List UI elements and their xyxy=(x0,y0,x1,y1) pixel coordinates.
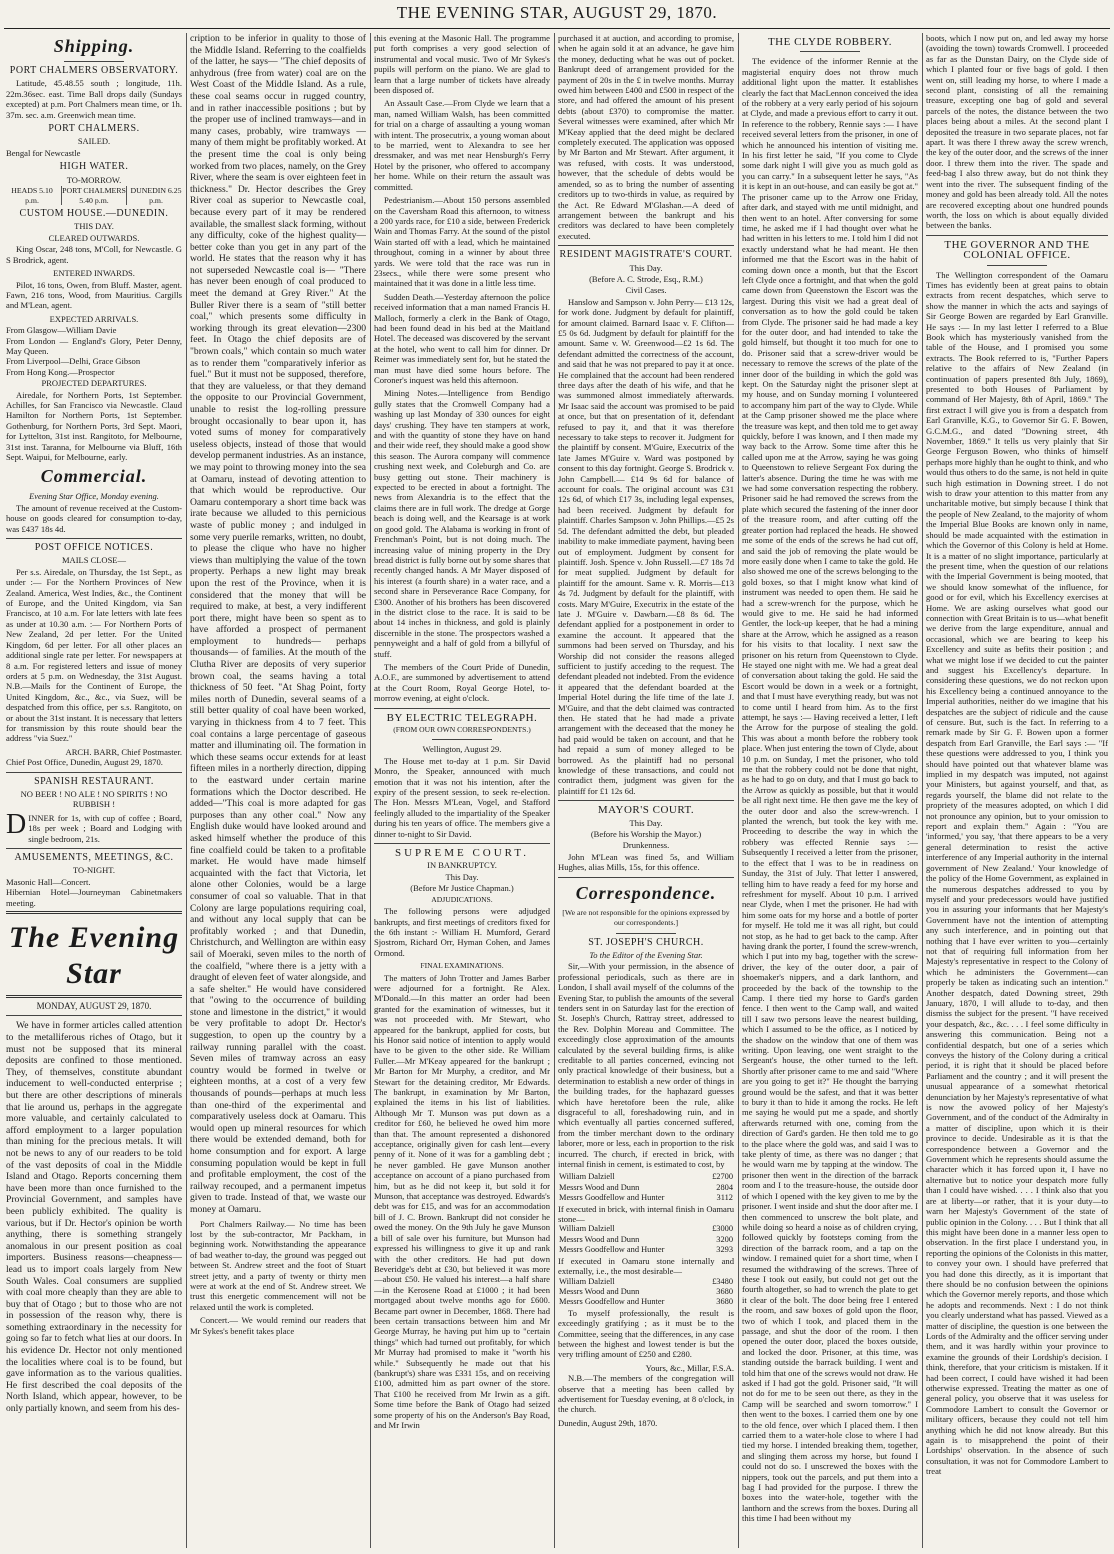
column-rule xyxy=(186,33,187,1548)
supreme-court-heading: SUPREME COURT. xyxy=(394,847,530,860)
church-nb: N.B.—The members of the congregation will observe that a meeting has been called by advertisement for Tuesday evening, at 8 o'clock, in the church. xyxy=(558,1373,734,1415)
divider xyxy=(374,843,550,844)
post-text: Per s.s. Airedale, on Thursday, the 1st Sept., as under :— For the Northern Provinces of New Zealand. America, West Indies, &c., the Continent of Europe, and the United Kingdom, via San Francisco, at 10 a.m. For late letters with late fees as under at 10.30 a.m. :— For Northern Ports of New Zealand, 2d per letter. For the United Kingdom, 6d per letter. For all other places an additional single rate per letter. For newspapers at 8 a.m. For registered letters and issue of money orders at 5 p.m. on Wednesday, the 31st August. N.B.—Mails for the Continent of Europe, the United Kingdom, &c., &c., via Suez, will be despatched from this office, per s.s. Rangitoto, on or about the 31st instant. It is necessary that letters for transmission by this route should bear the address "via Suez." xyxy=(6,566,182,744)
supreme-day: This Day. xyxy=(445,871,479,882)
clyde-robbery-heading: THE CLYDE ROBBERY. xyxy=(767,36,893,48)
mining-notes-text: Mining Notes.—Intelligence from Bendigo gully states that the Cromwell Company had a washing up last Monday of 330 ounces for eight days' crushing. They have ten stampers at work, and with the quantity of stone they have on hand and their wide reef, they should make a good show this season. The Aurora company will commence crushing next week, and Coleburgh and Co. are busy getting out stone. Their machinery is expected to be erected in about a fortnight. The news from Alexandria is to the effect that the claims there are in full work. The dredge at Gorge beach is doing well, and the Kearsage is at work on good gold. The Alabama is working in front of Frenchman's Point, but is not doing much. The increasing value of mining property in the Dry bread district is fully borne out by some shares that recently changed hands. A Mr Mayer disposed of his interest (a fourth share) in a water race, and a second share in Perseverance Race Company, for £300. Another of his brothers has been discovered in the district close to the race. It is said to be about 14 inches in thickness, and gold is plainly discernible in the stone. The prospectors washed a pennyweight and a half of gold from a billyful of stuff. xyxy=(374,388,550,659)
civil-label: Civil Cases. xyxy=(625,285,667,296)
hw-port: PORT CHALMERS 5.40 p.m. xyxy=(62,186,126,205)
high-water-heading: HIGH WATER. xyxy=(59,161,129,173)
hw-dunedin: DUNEDIN 6.25 p.m. xyxy=(130,186,182,205)
supreme-judge: (Before Mr Justice Chapman.) xyxy=(410,883,514,894)
departures-label: PROJECTED DEPARTURES. xyxy=(41,378,147,389)
mails-label: MAILS CLOSE— xyxy=(62,555,126,566)
tender-value: 2804 xyxy=(716,1182,733,1192)
mayors-court-heading: MAYOR'S COURT. xyxy=(597,804,695,817)
civil-text: Hanslow and Sampson v. John Perry— £13 12s, for work done. Judgment by default for plaintiff, for amount claimed. Barnard Isaac v. F. Clifton—£5 0s 6d. Judgment by default for plaintiff for the amount. Same v. W. Greenwood—£2 1s 6d. The defendant admitted the correctness of the account, and said that he was not prepared to pay it at once. He complained that the account had been rendered three days after the death of his wife, and that he was summoned almost immediately afterwards. Mr Isaac said the account was promised to be paid at once, but that on presentation of it, defendant refused to pay it, and that it was therefore necessary to take steps to recover it. Judgment for the plaintiff by consent. M'Guire, Executrix of the late James M'Guire v. Ward was postponed by consent to this day fortnight. George S. Brodrick v. John Campbell.— £14 9s 6d for balance of account for coals. The original account was £31 12s 6d, of which £17 3s, including legal expenses, had been received. Judgment by default for plaintiff. Charles Sampson v. John Phillips.—£5 2s 5d. The defendant admitted the debt, but pleaded inability to make immediate payment, having been out of employment. Judgment by consent for plaintiff. Josh. Spence v. John Russell.—£7 18s 7d for meat supplied. Judgment by default for plaintiff for the amount. Same v. R. Morris—£13 4s 7d. Judgment by default for the plaintiff, with costs. Mary M'Guire, Executrix in the estate of the late J. M'Guire v. Dawbarn.—£8 8s 6d. The defendant applied for a postponement in order to examine the account. It appeared that the summons had been served on Thursday, and his Worship did not consider the reasons alleged sufficient to justify acceding to the request. The defendant pleaded not indebted. From the evidence it appeared that the defendant boarded at the Imperial Hotel during the life time of the late J. M'Guire, and that the debt claimed was contracted then. He stated that he had made a private arrangement with the deceased that the money he had paid would be taken on account, and that he had repaid a sum of money alleged to be borrowed. As the plaintiff had no personal knowledge of these transactions, and could not contradict them, judgment was given for the plaintiff for £1 12s 6d. xyxy=(558,296,734,796)
editorial-text: We have in former articles called attention to the metalliferous riches of Otago, but it must not be supposed that its mineral deposits are confined to those mentioned. They, of themselves, constitute abundant inducement to well-conducted enterprise ; but there are other descriptions of minerals that lie around us, perhaps in the aggregate more valuable, and certainly calculated to afford employment to a larger population than mining for the precious metals. It will not be news to any of our readers to be told of the vast deposits of coal in the Middle Island and Otago. Reports concerning them have been more than once furnished to the Provincial Government, and samples have been publicly exhibited. The quality is various, but if Dr. Hector's opinion be worth anything, there is something strangely anomalous in our present position as coal importers. Business reasons—cheapness—lead us to import coals largely from New South Wales. Coal consumers are supplied with coal more cheaply than they are able to buy that of Otago ; but to those who are not in possession of the reason why, there is something extraordinary in the necessity for going so far to fetch what lies at our doors. In his evidence Dr. Hector not only mentioned the localities where coal is to be found, but gave information as to the various qualities. He first described the coal deposits of the North Island, which appear, however, to be only partially known, and seem from his des- xyxy=(6,1020,182,1415)
amusements-line: Hibernian Hotel—Journeyman Cabinetmakers meeting. xyxy=(6,887,182,908)
resident-court-heading: RESIDENT MAGISTRATE'S COURT. xyxy=(559,249,733,261)
sailed-text: Bengal for Newcastle xyxy=(6,147,81,158)
table-row xyxy=(558,1245,734,1255)
entered-label: ENTERED INWARDS. xyxy=(53,268,135,279)
bankruptcy-continued: purchased it at auction, and according to promise, when he again sold it at an advance, he gave him the money, deducting what he was out of pocket. Bankrupt deed of arrangement provided for the payment of 20s in the £ in twelve months. Murray owed him between £400 and £500 in respect of the store, and had offered the amount of his present debts (about £370) to compromise the matter. Several witnesses were examined, after which Mr M'Keay applied that the deed might be declared completely executed. The application was opposed by Mr Barton and Mr Stewart. After argument, it was refused, with costs. It was understood, however, that the schedule of debts would be amended, so as to bring the number of assenting creditors up to two-thirds in value, as required by the Act. Re Edward M'Glashan.—A deed of arrangement between the bankrupt and his creditors was declared to have been completely executed. xyxy=(558,33,734,241)
cleared-text: King Oscar, 248 tons, M'Coll, for Newcastle. G S Brodrick, agent. xyxy=(6,244,182,265)
drunk-text: John M'Lean was fined 5s, and William Hughes, alias Mills, 15s, for this offence. xyxy=(558,851,734,873)
expected-line: From Glasgow—William Davie xyxy=(6,325,117,336)
tender-name: Messrs Wood and Dunn xyxy=(559,1286,640,1296)
expected-line: From London — England's Glory, Peter Denny, May Queen. xyxy=(6,335,182,356)
amusements-sub: TO-NIGHT. xyxy=(73,865,115,876)
high-water-table xyxy=(6,186,182,205)
correspondence-disclaimer: [We are not responsible for the opinions expressed by our correspondents.] xyxy=(562,907,730,928)
amusements-line: Masonic Hall—Concert. xyxy=(6,876,91,887)
tender-table-1 xyxy=(558,1172,734,1203)
assault-text: An Assault Case.—From Clyde we learn that a man, named William Walsh, has been committed for trial on a charge of assaulting a young woman with intent. The prosecutrix, a young woman about to be married, went to Alexandra to see her dressmaker, and was met near Hensburgh's Ferry Hotel by the prisoner, who offered to accompany her home. While on their return the assault was committed. xyxy=(374,98,550,192)
table-row xyxy=(558,1277,734,1287)
editorial-continued: cription to be inferior in quality to those of the Middle Island. Referring to the coalfields of the latter, he says— "The chief deposits of anhydrous (free from water) coal are on the West Coast of the Middle Island. As a rule, these coal seams occur in rugged country, and in rather inaccessible positions ; but by the proper use of inclined tramways—and in many cases, probably, wire tramways —many of them might be profitably worked. At the present time the coal is only being worked from two places, namely, on the Grey River, where the seam is over eighteen feet in thickness." Dr. Hector describes the Grey River coal as superior to Newcastle coal, because every part of it may be rendered available, the smallest slack forming, without any difficulty, coke of the highest quality— better coke than you get in any part of the world. He states that the reason why it has not superseded Newcastle coal is— "There has never been enough of coal produced to meet the demand at Grey River." At the Buller River there is a seam of "still better coal," which presents some difficulty in working through its great elevation—2300 feet. In Otago the chief deposits are of "brown coals," which contain so much water as to render them "comparatively inferior as fuel." But it must not be supposed, therefore, that they are valueless, or that they demand the opposite to our Provincial Government, unable to resist the log-rolling pressure brought occasionally to bear upon it, has voted sums of money for comparatively useless objects, instead of those that would develop permanent industries. As an instance, we may point to throwing money into the sea at Oamaru, instead of devoting attention to that which would be reproductive. Our Oamaru contemporary a short time back was irate because we alluded to this pernicious waste of public money ; and indulged in some very puerile remarks, written, no doubt, to please the clique who have no higher views than multiplying the value of the town property. Perhaps a new light may break upon the rest of the Province, when it is considered that the money that will be required to make, at best, a very indifferent port there, might have been so spent as to have afforded a prospect of permanent employment to hundreds— perhaps thousands— of families. At the mouth of the Clutha River are deposits of very superior brown coal, the seams having a total thickness of 50 feet. "At Shag Point, forty miles north of Dunedin, several seams of a still better quality of coal have been worked, varying in thickness from 4 to 7 feet. This coal contains a large percentage of gaseous matter and illuminating oil. The formation in which these seams occur extends for at least fifteen miles in a northerly direction, dipping to the eastward under certain marine formations which the Doctor described. He added—"This coal is more adapted for gas purposes than any other coal." Now any English duke would have looked around and asked himself whether the produce of this fine coalfield could be taken to a profitable market. He would have made himself acquainted with the fact that Victoria, let alone other Colonies, would be a large consumer of coal so valuable. That in that Colony are large populations requiring coal, and without any local supply that can be profitably worked ; and that Dunedin, Christchurch, and Wellington are within easy sail of Moeraki, seven miles to the north of the coalfield, "where there is a jetty with a draught of eleven feet of water alongside, and a safe shelter." He would have considered that "owing to the occurrence of building stone and limestone in the district," it would be very profitable to adopt Dr. Hector's suggestion, to open up the country by a railway running parallel with the coast. Seven miles of tramway across an easy country would be formed in twelve or eighteen months, at a cost of a very few thousands of pounds—perhaps at much less than one-third of the experimental and comparatively useless dock at Oamaru. This would open up mineral resources for which there would be extended demand, both for home consumption and for export. A large consuming population would be kept in full and profitable employment, the cost of the railway recouped, and a permanent impetus given to trade. Instead of that, we waste our money at Oamaru. xyxy=(190,33,366,1215)
tender-name: William Dalziell xyxy=(559,1224,615,1234)
table-row xyxy=(558,1183,734,1193)
customs-heading: CUSTOM HOUSE.—DUNEDIN. xyxy=(19,208,169,220)
customs-day: THIS DAY. xyxy=(74,221,114,232)
mayor-day: This Day. xyxy=(629,817,663,828)
church-heading: ST. JOSEPH'S CHURCH. xyxy=(588,936,704,948)
hw-heads: HEADS 5.10 p.m. xyxy=(11,186,53,205)
governor-heading: THE GOVERNOR AND THE COLONIAL OFFICE. xyxy=(944,238,1090,262)
column-5 xyxy=(742,33,918,1548)
tender-name: Messrs Goodfellow and Hunter xyxy=(559,1245,665,1255)
divider xyxy=(6,1015,182,1016)
spanish-line: NO BEER ! NO ALE ! NO SPIRITS ! NO RUBBISH ! xyxy=(20,788,168,810)
divider xyxy=(616,933,676,934)
drunk-label: Drunkenness. xyxy=(622,840,670,851)
column-6 xyxy=(926,33,1108,1548)
entered-text: Pilot, 16 tons, Owen, from Bluff. Master, agent. Fawn, 216 tons, Wood, from Mauritius. Cargills and M'Lean, agent. xyxy=(6,279,182,311)
church-end: To myself professionally, the result is exceedingly gratifying ; as it must be to the Committee, seeing that the differences, in any case between the highest and lowest tender is but the very trifling amount of £250 and £280. xyxy=(558,1307,734,1360)
evening-star-title: The Evening Star xyxy=(8,921,180,991)
divider xyxy=(558,800,734,801)
tender-name: Messrs Wood and Dunn xyxy=(559,1182,640,1192)
commercial-text: The amount of revenue received at the Custom-house on goods cleared for consumption to-day, was £437 18s 4d. xyxy=(6,502,182,534)
observatory-text: Latitude, 45.48.55 south ; longitude, 11h. 22m.36sec. east. Time Ball drops daily (Sundays excepted) at p.m. Port Chalmers mean time, or 1h. 37m. sec. a.m. Greenwich mean time. xyxy=(6,78,182,120)
masthead: THE EVENING STAR, AUGUST 29, 1870. xyxy=(396,3,718,22)
expected-line: From Hong Kong.—Prospector xyxy=(6,366,115,377)
divider xyxy=(800,51,860,52)
divider xyxy=(926,235,1108,236)
column-1 xyxy=(6,33,182,1548)
sailed-label: SAILED. xyxy=(77,136,111,147)
high-water-sub: TO-MORROW. xyxy=(66,174,122,185)
post-office-heading: POST OFFICE NOTICES. xyxy=(34,542,154,554)
column-rule xyxy=(922,33,923,1548)
telegraph-dateline: Wellington, August 29. xyxy=(422,744,502,755)
divider xyxy=(558,245,734,246)
table-row xyxy=(558,1172,734,1182)
port-heading: PORT CHALMERS. xyxy=(48,123,140,135)
tender-mid: If executed in brick, with internal finish in Oamaru stone— xyxy=(558,1203,734,1225)
tender-name: William Dalziell xyxy=(559,1172,615,1182)
column-rule xyxy=(370,33,371,1548)
tender-value: £3480 xyxy=(712,1276,733,1286)
foresters-text: The members of the Court Pride of Dunedin, A.O.F., are summoned by advertisement to attend at the Court Room, Royal George Hotel, to-morrow evening, at eight o'clock. xyxy=(374,661,550,704)
divider xyxy=(6,772,182,773)
adjudications-label: ADJUDICATIONS. xyxy=(431,894,493,904)
column-rule xyxy=(738,33,739,1548)
divider xyxy=(374,708,550,709)
mayor-before: (Before his Worship the Mayor.) xyxy=(590,829,702,840)
divider xyxy=(987,265,1047,266)
railway-text: Port Chalmers Railway.— No time has been lost by the sub-contractor, Mr Packham, in beginning work. Notwithstanding the appearance of bad weather to-day, the ground was pegged out between St. Andrew street and the foot of Stuart street jetty, and a party of twenty or thirty men were at work at the end of St. Andrew street. We trust this energetic commencement will not be relaxed until the work is completed. xyxy=(190,1218,366,1312)
tender-table-2 xyxy=(558,1224,734,1255)
divider xyxy=(6,911,182,914)
commercial-heading: Commercial. xyxy=(40,466,148,487)
table-row xyxy=(558,1224,734,1234)
church-date: Dunedin, August 29th, 1870. xyxy=(558,1417,658,1428)
column-4 xyxy=(558,33,734,1548)
tender-name: William Dalziell xyxy=(559,1276,615,1286)
final-label: FINAL EXAMINATIONS. xyxy=(420,961,504,971)
church-signature: Yours, &c., Millar, F.S.A. xyxy=(645,1362,734,1373)
expected-line: From Liverpool—Delhi, Grace Gibson xyxy=(6,356,141,367)
tender-value: 3200 xyxy=(716,1234,733,1244)
church-to: To the Editor of the Evening Star. xyxy=(589,949,703,960)
table-row xyxy=(558,1235,734,1245)
column-2 xyxy=(190,33,366,1548)
tender-name: Messrs Wood and Dunn xyxy=(559,1234,640,1244)
telegraph-heading: BY ELECTRIC TELEGRAPH. xyxy=(386,711,538,724)
table-row xyxy=(558,1287,734,1297)
divider xyxy=(64,61,124,62)
post-signature: ARCH. BARR, Chief Postmaster. xyxy=(65,746,182,757)
telegraph-sub: (FROM OUR OWN CORRESPONDENTS.) xyxy=(393,725,531,734)
tender-value: £2700 xyxy=(712,1172,733,1182)
column-rule xyxy=(554,33,555,1548)
dinner-ad xyxy=(6,808,182,844)
divider xyxy=(6,848,182,849)
adjudications-text: The following persons were adjudged bankrupts, and first meetings of creditors fixed for the 6th instant :- William H. Mumford, Gerard Sjostrom, Richard Orr, Hyman Cohen, and James Ormond. xyxy=(374,906,550,958)
shipping-heading: Shipping. xyxy=(53,36,135,56)
supreme-sub: IN BANKRUPTCY. xyxy=(427,860,497,871)
commercial-office: Evening Star Office, Monday evening. xyxy=(29,491,159,502)
tender-mid-2: If executed in Oamaru stone internally and externally, i.e., the most desirable— xyxy=(558,1255,734,1277)
pedestrianism-text: Pedestrianism.—About 150 persons assembled on the Caversham Road this afternoon, to witness a 200 yards race, for £10 a side, between Frederick Wain and Thomas Farry. At the sound of the pistol Wain started off with a lead, which he maintained throughout, coming in a winner by about three yards. We were told that the race was run in 23secs., while there were some present who maintained that it was done in a little less time. xyxy=(374,195,550,289)
sudden-death-text: Sudden Death.—Yesterday afternoon the police received information that a man named Francis H. Malloch, formerly a clerk in the Bank of Otago, had been found dead in his bed at the Maitland Hotel. The deceased was discovered by the servant at the hotel, who went to call him for dinner. Dr Reimer was immediately sent for, but he stated the man must have died some hours before. The Coroner's inquest was held this afternoon. xyxy=(374,291,550,385)
church-text: Sir,—With your permission, in the absence of professional periodicals, such as there are in London, I shall avail myself of the columns of the Evening Star, to publish the amounts of the several tenders sent in on Saturday last for the erection of St. Joseph's Church, Rattray street, addressed to the Rev. Dolphin Moreau and Committee. The exceedingly close approximation of the amounts calculated by the several building firms, is alike creditable to all parties concerned, evincing not only practical knowledge of their business, but a determination to establish a new order of things in the building trades, for the haphazard guesses which have heretofore been the rule, alike disgraceful to all, foreshadowing ruin, and in which eventually all parties concerned suffered, from the timber merchant down to the ordinary laborer, more or less, each in proportion to the risk incurred. The church, if erected in brick, with internal finish in cement, is estimated to cost, by xyxy=(558,961,734,1170)
dinner-text: INNER for 1s, with cup of coffee ; Board, 18s per week ; Board and Lodging with single bedroom, 21s. xyxy=(28,812,182,844)
cleared-label: CLEARED OUTWARDS. xyxy=(48,232,140,243)
clyde-robbery-text: The evidence of the informer Rennie at the magisterial enquiry does not throw much additional light upon the matter. It establishes clearly the fact that MacLennon conceived the idea of the robbery at a very early period of his sojourn at Clyde, and made a previous effort to carry it out. In reference to the robbery, Rennie says :— I have received several letters from the prisoner, in one of which he announced his intention of visiting me. In his first letter he said, "If you come to Clyde some dark night I will give you as much gold as you can carry." In a subsequent letter he says, "As it is kept in an out-house, and can easily be got at." The prisoner came up to the Arrow one Friday, after dark, and stayed with me until midnight, and then went to an hotel. After conversing for some time, he asked me if I had thought over what he had written in his letters to me. I told him I did not exactly understand what he had meant. He then informed me that the Escort was in the habit of coming down once a month, but that the Escort left Clyde once a fortnight, and that when the gold came down from Queenstown the Escort was the largest. During this visit we had a great deal of conversation as to how the gold could be taken from Clyde. The prisoner said he had made a key for the outer door, and had intended to take the gold himself, but thought it too much for one to do. Prisoner said that a screw-driver would be necessary to remove the screws of the plate of the inner door of the building in which the gold was kept. On the Saturday night the prisoner slept at my house, and on Sunday morning I volunteered to accompany him part of the way to Clyde. While at the Camp prisoner showed me the place where the treasure was kept, and then told me to get away quickly, before I was known, and I then made my way back to the Arrow. Some time after this he called upon me at the Arrow, saying he was going to Queenstown to relieve Sergeant Fox during the latter's absence. During the time he was with me we had some conversation respecting the robbery. Prisoner said he had removed the screws from the plate which secured the fastening of the inner door of the treasure room, and after cutting off the greater portion had replaced the heads. He showed me some of the ends of the screws he had cut off, and said the job of removing the plate would be more easily done when I came to take the gold. He also showed me one of the screws belonging to the gold boxes, so that I might know what kind of instrument was needed to open them. He said he had a screw-wrench for the purpose, which he would give to me. He said he had informed Gentler, the lock-up keeper, that he had a mining share at the Arrow, which he assigned as a reason for his visits to that locality. I next saw the prisoner on his return from Queenstown to Clyde. He stayed one night with me. We had a great deal of conversation about taking the gold. He said the Escort would be down in a week or a fortnight, and that I must have everything ready, but was not to come until I heard from him. As to the first attempt, he says :— Having received a letter, I left the Arrow for the purpose of stealing the gold. This was about a month before the robbery took place. When just entering the town of Clyde, about 10 p.m. on Sunday, I met the prisoner, who told me that the robbery could not be done that night, as he had to go on duty, and that I must go back to the Arrow as quickly as possible, but that it would be all right next time. He then gave me the key of the outer door and also the screw-wrench. I planted the wrench, but took the key with me. Proceeding to describe the way in which the robbery was effected Rennie says :— Subsequently I received a letter from the prisoner, to the effect that I was to be in readiness on Sunday, the 31st of July. That letter I answered, telling him to have ready a feed for my horse and refreshment for myself. About 10 p.m. I arrived near Clyde, when I met the prisoner. He had with him some oats for my horse and a bottle of porter for myself. He told me it was all right, but could not stop, as he had to get back to the camp. After having drank the porter, I found the screw-wrench, which I put into my bag, together with the screw-driver, the key of the outer door, a pair of shoemaker's nippers, and a dark lanthorn, and proceeded by the back of the township to the Camp. I there tied my horse to Gard's garden fence. I then went to the Camp wall, and waited till I saw two persons leave the nearest building, which I assumed to be the office, as I noticed by the shadow on the window that one of them was writing. Upon leaving, one went straight to the Sergeant's house, the other turned to the left. Shortly after prisoner came to me and said "Where are you going to get it?" He thought the barrying ground would be the safest, and that it was better to bury it than to hide it among the rocks. He left me saying he would put me a spade, and shortly afterwards returned with one, coming from the direction of Gard's garden. He then told me to go to the place where the gold was, and said I was to take plenty of time, as there was no danger ; that he would warn me by tapping at the window. The prisoner then went in the direction of the barrack room and I to the treasure-house, the outside door of which I opened with the key given to me by the prisoner. I went inside and shut the door after me. I then commenced to unscrew the bolt plate, and while doing so heard a noise as of children crying, followed quickly by footsteps coming from the direction of the barrack room, and a tap on the window. I remained quiet for a short time, when I resumed the withdrawing of the screws. Three of these I took out easily, but could not get out the fourth altogether, so had to wrench the plate to get it clear of the bolt. The door being free I entered the room, and saw boxes of gold upon the floor, two of which I took, and placed them in the passage, and shut the door of the room. I then opened the outer door, placed the boxes outside, and locked the door. Prisoner, at this time, was standing outside the barrack building. I went and told him that one of the screws would not draw. He asked if I had got the gold. Prisoner said, "It will not do for me to be seen out there, as they in the Camp will be searched and sworn tomorrow." I then went to the boxes. I carried them one by one to the old fence, over which I placed them. I then carried them to a water-hole close to where I had tied my horse. I intended breaking them, together, and slinging them across my horse, but found I could not do so. I unscrewed the boxes with the nippers, took out the parcels, and put them into a bag I had provided for the purpose. I threw the boxes into the water-hole, together with the lanthorn and the screws from the boxes. During all this time I had been without my xyxy=(742,56,918,1524)
tender-name: Messrs Goodfellow and Hunter xyxy=(559,1193,665,1203)
tender-value: 3293 xyxy=(716,1245,733,1255)
divider xyxy=(6,538,182,539)
final-text: The matters of John Trotter and James Barber were adjourned for a fortnight. Re Alex. M'Donald.—In this matter an order had been granted for the examination of witnesses, but it was not proceeded with. Mr Stewart, who appeared for the bankrupt, applied for costs, but his Honor said notice of intention to apply would have to be given to the other side. Re William Fuller.—Mr M'Keay appeared for the bankrupt ; Mr Barton for Mr Murphy, a creditor, and Mr Stewart for the detaining creditor, Mr Edwards. The bankrupt, in examination by Mr Barton, explained the items in his list of liabilities. Although Mr T. Munson was put down as a creditor for £60, he believed he owed him more than that. The amount represented a dishonored acceptance, originally given for cash lent—every penny of it. None of it was for a gambling debt ; he never gambled. He gave Munson another acceptance on account of a piano purchased from him, but as he did not keep it, but sold it for Munson, that acceptance was destroyed. Edwards's debt was for £15, and was for an accommodation bill of J. C. Brown. Bankrupt did not consider he owed the money. On the 9th July he gave Munson a bill of sale over his furniture, but Munson had expressed his willingness to give it up and rank with the other creditors. He had put down Beveridge's debt at £30, but believed it was more—about £50. He valued his interest—a half share—in the Kerosene Road at £1000 ; it had been mortgaged about twelve months ago for £600. Became part owner in December, 1868. There had been certain transactions between him and Mr George Murray, he having put him up to "certain things" which had turned out profitably, for which Mr Murray had promised to make it "worth his while." Subsequently he made out that his (bankrupt's) share was £331 15s, and on receiving £100, admitted him as part owner of the store. That £100 he received from Mr Irwin as a gift. Some time before the Bank of Otago had seized some property of his on the Anderson's Bay Road, and Mr Irwin xyxy=(374,972,550,1430)
dateline: MONDAY, AUGUST 29, 1870. xyxy=(36,1001,152,1012)
departures-text: Airedale, for Northern Ports, 1st September. Achilles, for San Francisco via Newcastle. Claud Hamilton for Northern Ports, 1st September. Gothenburg, for Northern Ports, 3rd Sept. Maori, for Lyttelton, 31st inst. Rangitoto, for Melbourne, 31st inst. Taranna, for Melbourne via Bluff, 16th Sept. Waipui, for Melbourne, early. xyxy=(6,389,182,462)
masthead-rule xyxy=(4,28,1110,29)
tender-value: 3112 xyxy=(716,1193,733,1203)
governor-text: The Wellington correspondent of the Oamaru Times has evidently been at great pains to obtain extracts from recent despatches, which serve to show the manner in which the acts and sayings of Sir George Bowen are regarded by Earl Granville. He says :— In my last letter I referred to a Blue Book which has mysteriously vanished from the table of the House, and I promised you some extracts. The Book referred to is, "Further Papers relative to the affairs of New Zealand (in continuation of papers presented 8th July, 1869), presented to both Houses of Parliament by command of Her Majesty, 8th of April, 1869." The first extract I will give you is from a despatch from Earl Granville, K.G., to Governor Sir G. F. Bowen, G.C.M.G., and dated "Downing street, 4th November, 1869." It tells us very plainly that Sir George Ferguson Bowen, who thinks of himself perhaps more highly than he ought to think, and who would thus others to do the same, is not held in quite such high estimation in Downing street. I do not wish to draw your attention to this matter from any uncharitable motive, but simply because I think that the people of New Zealand, to the majority of whom the Imperial Blue Books are known only in name, should be made acquainted with the estimation in which the Governor of this Colony is held at Home. It is a matter of no slight importance, particularly at the present time, when the question of our relations with the Imperial Government is being mooted, that we should know somewhat of the influence, for good or for evil, which his Excellency exercises at Home. We are asking ourselves what good our connection with Great Britain is to us—what benefit we derive from the large expenditure, annual and occasional, which we are bearing to keep his Excellency and suite as befits their position ; and what we might lose if we decided to cut the painter and suggest his Excellency's departure. In considering these questions, we do not reckon upon his Excellency being a continued annoyance to the Imperial authorities, neither do we imagine that his despatches are the subject of ridicule and the cause of censure. But, such is the fact. In referring to a remark made by Sir G. F. Bowen upon a former despatch from Earl Granville, the Earl says :— "If these questions were addressed to you, I think you should have pointed out that whatever blame was implied in my despatch was imputed, not against your Ministers, but against yourself, and that, as regards yourself, the blame did not relate to the propriety of the measures adopted, on which I did not pronounce any opinion, but to your omission to report and explain them." Again : "You are 'informed,' you say, 'that there appears to be a very general determination to resist the active interference of any Imperial authority in the internal government of New Zealand.' Your knowledge of the policy of the Home Government, as explained in the numerous despatches addressed to you by myself and your predecessors would have justified you in assuring your informants that her Majesty's Government have not the intention of attempting any such interference, and in pointing out that nothing that I have ever written to you—certainly not that of requiring full information from her Majesty's representative in respect to the Colony of which he administers the Government—can properly be taken as indicating such an intention." Another despatch, dated Downing street, 29th January, 1870, I will allude to to-day, and then dismiss the subject for the present. "I have received your despatch, &c., &c. . . . I feel some difficulty in answering this communication. Being not a confidential despatch, but one of a series which conveys the history of the Colony during a critical period, it is right that it should be placed before Parliament and the country ; and it will present the unusual appearance of a somewhat rhetorical denunciation by her Majesty's representative of what is now the avowed policy of her Majesty's Government, and of the conduct of the Admiralty in a matter of discipline, upon which it is their province to decide. Undesirable as it is that the correspondence between a Governor and the Government which he represents should assume the character which it has forced upon it, I have no alternative but to notice your despatch more fully than I could have wished. . . . I think also that you are at liberty—or rather, that it is your duty—to warn her Majesty's Government of the state of public opinion in the Colony. . . . But I think that all this might have been done in a manner less open to observation. In the first place I understand you, in reporting the opinions of the Colonists in this matter, to convey your own. I should have preferred that you had done this directly, as it is important that there should be no confusion between the opinions which the Governor merely reports, and those which he adopts and recommends. Next : I do not think you clearly understand what has passed. Viewed as a matter of discipline, the question is one between the Lords of the Admiralty and the officer serving under them, and it was hardly within your province to examine the grounds of their Lordship's decision. I think, therefore, that your criticism is mistaken. If it had been correct, I could have wished it had been otherwise expressed. Treating the matter as one of general policy, you observe that it was useless for Commodore Lambert to consult the Governor or military officers, because they could not tell him anything which he did not know already. But this again is to misapprehend the point of their Lordships' observation. In the absence of such consultation, it was not for Commodore Lambert to treat xyxy=(926,269,1108,1477)
tender-name: Messrs Goodfellow and Hunter xyxy=(559,1297,665,1307)
observatory-heading: PORT CHALMERS OBSERVATORY. xyxy=(9,65,179,76)
tender-value: £3000 xyxy=(712,1224,733,1234)
drop-cap: D xyxy=(6,808,27,840)
spanish-heading: SPANISH RESTAURANT. xyxy=(34,775,154,787)
column-3 xyxy=(374,33,550,1548)
tender-value: 3680 xyxy=(716,1286,733,1296)
divider xyxy=(6,995,182,998)
post-signature-2: Chief Post Office, Dunedin, August 29, 1870. xyxy=(6,757,163,768)
amusements-heading: AMUSEMENTS, MEETINGS, &C. xyxy=(14,852,174,863)
correspondence-heading: Correspondence. xyxy=(575,882,717,903)
concert-text: Concert.— We would remind our readers that Mr Sykes's benefit takes place xyxy=(190,1315,366,1336)
tender-value: 3680 xyxy=(716,1297,733,1307)
tender-table-3 xyxy=(558,1277,734,1308)
resident-day: This Day. xyxy=(629,262,663,273)
divider xyxy=(432,739,492,740)
table-row xyxy=(558,1297,734,1307)
concert-continued: this evening at the Masonic Hall. The programme put forth comprises a very good selection of instrumental and vocal music. Two of Mr Sykes's pupils will perform on the piano. We are glad to learn that a large number of tickets have already been disposed of. xyxy=(374,33,550,96)
telegraph-text: The House met to-day at 1 p.m. Sir David Monro, the Speaker, announced with much emotion that it was not his intention, after the expiry of the present session, to seek re-election. The Hon. Messrs M'Lean, Vogel, and Stafford feelingly alluded to the impartiality of the Speaker during his ten years of office. The members give a dinner to-night to Sir David. xyxy=(374,755,550,839)
expected-label: EXPECTED ARRIVALS. xyxy=(49,313,139,324)
clyde-robbery-continued: boots, which I now put on, and led away my horse (avoiding the town) towards Cromwell. I proceeded as far as the Dunstan Dairy, on the Clyde side of which I planted four or five bags of gold. I then went on, still leading my horse, to where I made a second plant, consisting of all the remaining treasure, excepting one bag of gold and several parcels of the notes, the distance between the two places being about a miles. At the second plant I deposited the treasure in two separate places, not far apart. It was there I threw away the screw wrench, the key of the outer door, and the screws of the inner door. I threw them into the river. The spade and feed-bag I also threw away, but do not think they went into the river. The subsequent finding of the money and gold has been already told. All the notes are recovered excepting about one hundred pounds worth, the loss on which is about equally divided between the banks. xyxy=(926,33,1108,231)
table-row xyxy=(558,1193,734,1203)
resident-before: (Before A. C. Strode, Esq., R.M.) xyxy=(589,273,703,284)
divider xyxy=(558,877,734,878)
